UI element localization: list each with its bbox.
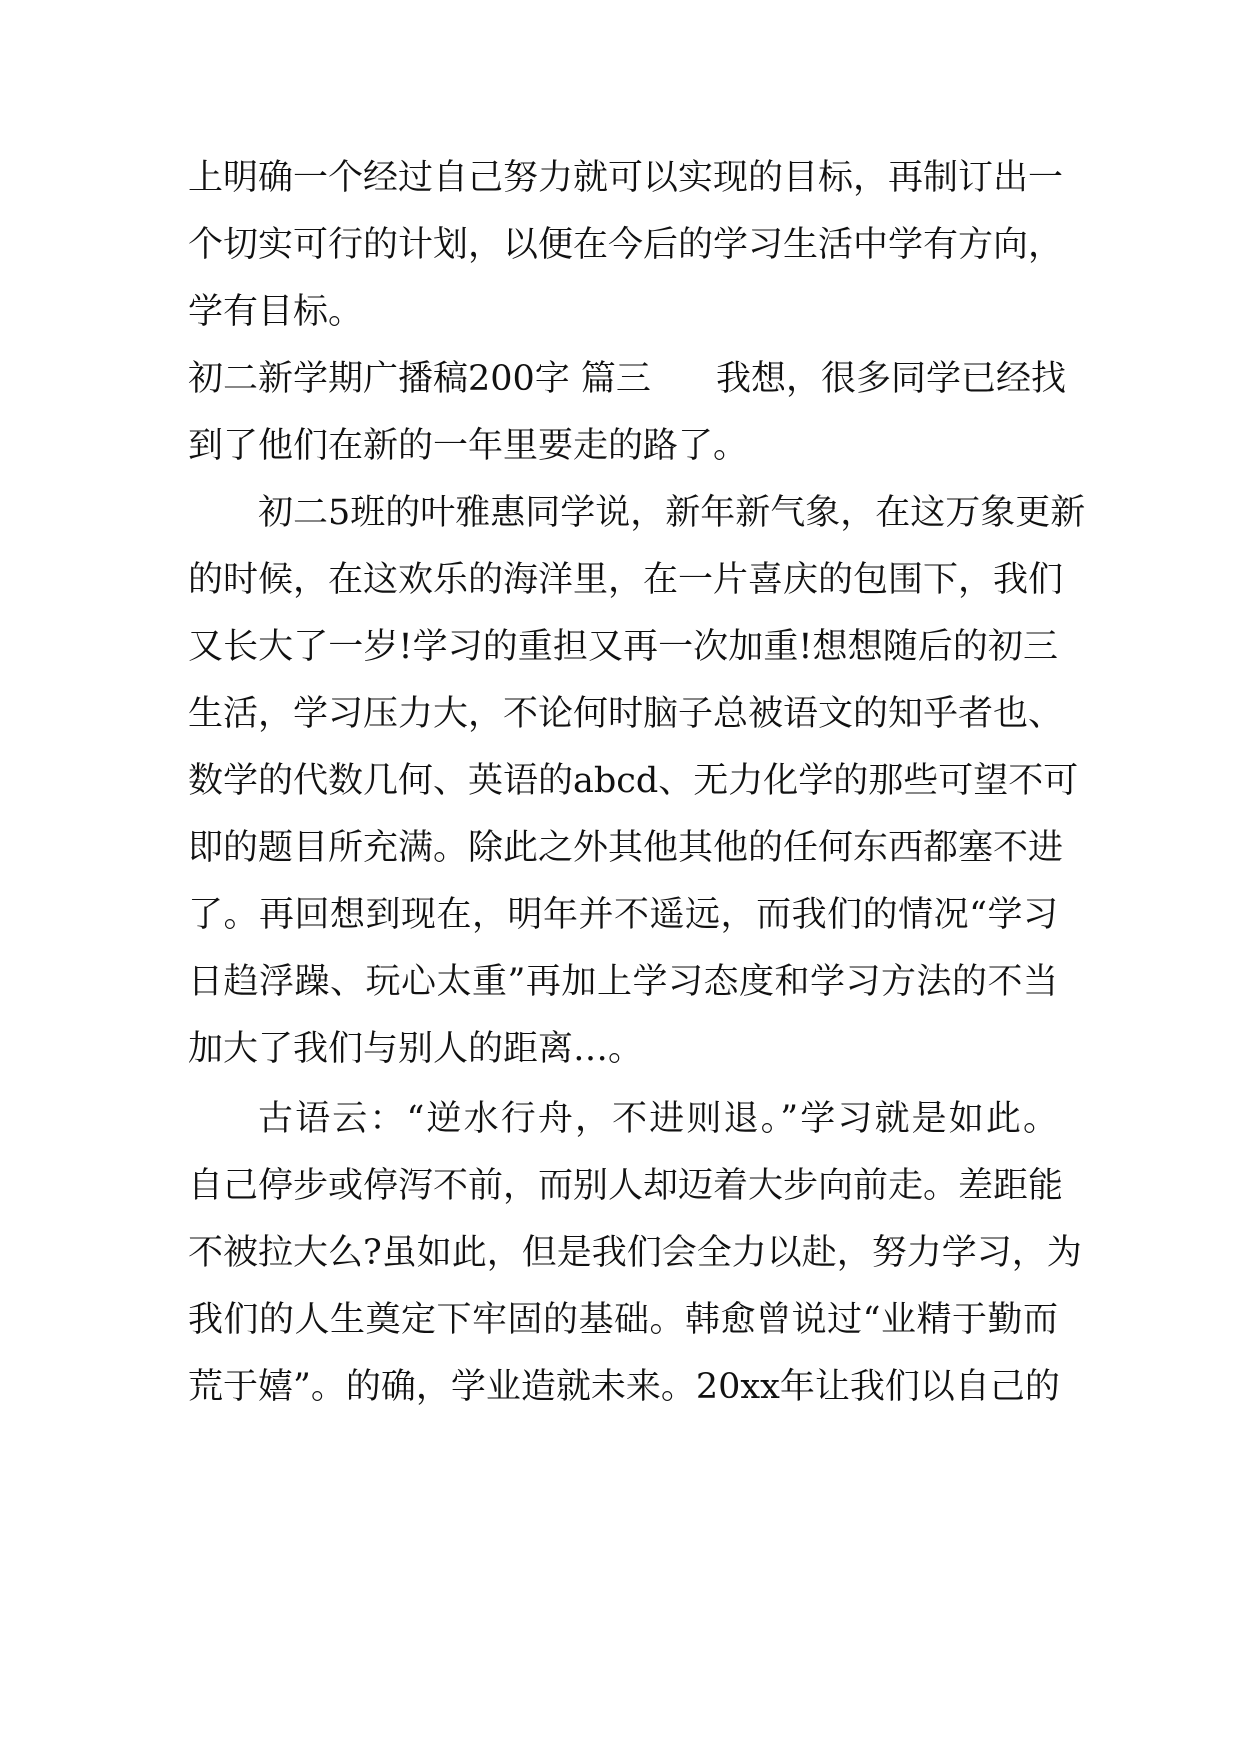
paragraph-first-line: 古语云：“逆水行舟，不进则退。”学习就是如此。: [258, 1099, 1058, 1139]
text-line: 到了他们在新的一年里要走的路了。: [188, 426, 749, 466]
text-line: 个切实可行的计划，以便在今后的学习生活中学有方向，: [188, 225, 1064, 265]
section-heading-line: [188, 349, 1067, 409]
paragraph-first-line: 初二5班的叶雅惠同学说，新年新气象，在这万象更新: [258, 493, 1086, 533]
text-line: 即的题目所充满。除此之外其他其他的任何东西都塞不进: [188, 828, 1064, 868]
text-line: 自己停步或停泻不前，而别人却迈着大步向前走。差距能: [188, 1166, 1064, 1206]
text-line: 上明确一个经过自己努力就可以实现的目标，再制订出一: [188, 158, 1064, 198]
text-line: 的时候，在这欢乐的海洋里，在一片喜庆的包围下，我们: [188, 560, 1064, 600]
text-line: 数学的代数几何、英语的abcd、无力化学的那些可望不可: [188, 761, 1079, 801]
text-line: 了。再回想到现在，明年并不遥远，而我们的情况“学习: [188, 895, 1058, 935]
text-line: 生活，学习压力大，不论何时脑子总被语文的知乎者也、: [188, 694, 1064, 734]
text-line: 不被拉大么?虽如此，但是我们会全力以赴，努力学习，为: [188, 1233, 1082, 1273]
text-line: 荒于嬉”。的确，学业造就未来。20xx年让我们以自己的: [188, 1367, 1060, 1407]
text-line: 我想，很多同学已经找: [716, 359, 1067, 399]
text-line: 我们的人生奠定下牢固的基础。韩愈曾说过“业精于勤而: [188, 1300, 1058, 1340]
text-line: 日趋浮躁、玩心太重”再加上学习态度和学习方法的不当: [188, 962, 1058, 1002]
section-heading: 初二新学期广播稿200字 篇三: [188, 359, 651, 399]
text-line: 又长大了一岁!学习的重担又再一次加重!想想随后的初三: [188, 627, 1058, 667]
text-line: 学有目标。: [188, 292, 364, 332]
text-line: 加大了我们与别人的距离…。: [188, 1029, 644, 1069]
